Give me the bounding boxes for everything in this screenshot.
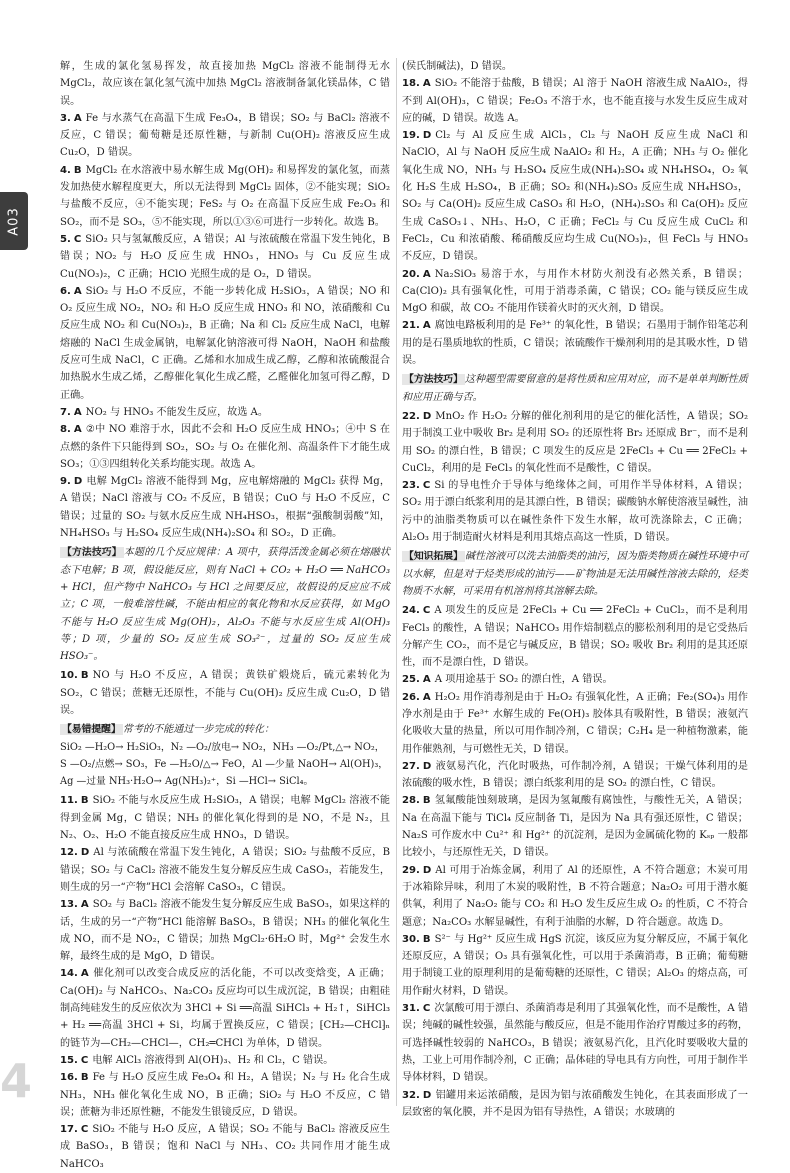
answer-entry — [402, 477, 748, 546]
explanation-text: Fe 与水蒸气在高温下生成 Fe₃O₄，B 错误；SO₂ 与 BaCl₂ 溶液不反应，C 错误；葡萄糖是还原性糖，与新制 Cu(OH)₂ 溶液反应生成 Cu₂O，D 错误。 — [60, 112, 390, 159]
answer-entry — [60, 404, 390, 421]
explanation-text: Na₂SiO₃ 易溶于水，与用作木材防火剂没有必然关系，B 错误；Ca(ClO)₂ 具有强氧化性，可用于消毒杀菌，C 错误；CO₂ 能与镁反应生成 MgO 和碳，故 CO₂ 不能用作镁着火时的灭火剂，D 错误。 — [402, 268, 748, 315]
answer-letter: A — [80, 968, 89, 980]
answer-letter: C — [80, 1054, 89, 1066]
answer-letter: D — [422, 760, 432, 772]
answer-letter: A — [422, 674, 431, 686]
answer-letter: C — [73, 233, 82, 245]
explanation-text: 催化剂可以改变合成反应的活化能，不可以改变焓变，A 正确；Ca(OH)₂ 与 NaHCO₃、Na₂CO₃ 反应均可以生成沉淀，B 错误；由粗硅制高纯硅发生的反应依次为 3HCl + Si ══高温 SiHCl₃ + H₂↑，SiHCl₃ + H₂ ══高温 3HCl + Si，均属于置换反应，C 错误；⁅CH₂—CHCl⁆ₙ 的链节为—CH₂—CHCl—，CH₂═CHCl 为单体，D 错误。 — [60, 968, 390, 1049]
explanation-text: 腐蚀电路板利用的是 Fe³⁺ 的氧化性，B 错误；石墨用于制作铅笔芯利用的是石墨质地软的性质，C 错误；浓硫酸作干燥剂利用的是其吸水性，D 错误。 — [402, 320, 748, 367]
answer-letter: D — [422, 864, 432, 876]
question-number: 17. — [60, 1124, 78, 1136]
tip-text: 碱性溶液可以洗去油脂类的油污，因为脂类物质在碱性环境中可以水解，但是对于烃类形成的油污——矿物油是无法用碱性溶液去除的，烃类物质不水解，可采用有机溶剂将其溶解去除。 — [402, 551, 748, 597]
question-number: 19. — [402, 130, 420, 142]
question-number: 6. — [60, 285, 71, 297]
question-number: 3. — [60, 112, 71, 124]
answer-letter: D — [80, 847, 90, 859]
answer-entry — [60, 110, 390, 162]
tip-text: 常考的不能通过一步完成的转化： — [122, 724, 275, 736]
answer-letter: A — [73, 424, 82, 436]
answer-entry — [60, 1052, 390, 1069]
answer-entry: 10. B NO 与 H₂O 不反应，A 错误；黄铁矿煅烧后，硫元素转化为 SO₂，C 错误；蔗糖无还原性，不能与 Cu(OH)₂ 反应生成 Cu₂O，D 错误。 — [60, 670, 390, 716]
answer-entry — [60, 231, 390, 283]
answer-letter: A — [422, 268, 431, 280]
question-number: 9. — [60, 476, 71, 488]
explanation-text: SiO₂ 不能溶于盐酸，B 错误；Al 溶于 NaOH 溶液生成 NaAlO₂，得不到 Al(OH)₃，C 错误；Fe₂O₃ 不溶于水，也不能直接与水发生反应生成对应的碱，D 错误。故选 A。 — [402, 78, 748, 124]
error-tip — [60, 721, 390, 790]
question-number: 5. — [60, 233, 71, 245]
explanation-text: 氢氟酸能蚀刻玻璃，是因为氢氟酸有腐蚀性，与酸性无关，A 错误；Na 在高温下能与 TiCl₄ 反应制备 Ti，是因为 Na 具有强还原性，C 错误；Na₂S 可作废水中 Cu²⁺ 和 Hg²⁺ 的沉淀剂，是因为金属硫化物的 Kₛₚ 一般都比较小，与还原性无关，D 错误。 — [402, 795, 748, 859]
answer-entry — [402, 931, 748, 1000]
continuation-text: (侯氏制碱法)，D 错误。 — [402, 61, 513, 72]
answer-letter: A — [422, 691, 431, 703]
answer-entry — [60, 1069, 390, 1121]
question-number: 31. — [402, 1003, 420, 1015]
question-number: 25. — [402, 674, 420, 686]
answer-letter: A — [80, 899, 89, 911]
question-number: 27. — [402, 760, 420, 772]
explanation-text: SO₂ 与 BaCl₂ 溶液不能发生复分解反应生成 BaSO₃，如果这样的话，生成的另一“产物”HCl 能溶解 BaSO₃，B 错误；NH₃ 的催化氧化生成 NO，而不是 NO₂，C 错误；加热 MgCl₂·6H₂O 时，Mg²⁺ 会发生水解，最终生成的是 MgO，D 错误。 — [60, 899, 390, 963]
explanation-text: 电解 MgCl₂ 溶液不能得到 Mg，应电解熔融的 MgCl₂ 获得 Mg，A 错误；NaCl 溶液与 CO₂ 不反应，B 错误；CuO 与 H₂O 不反应，C 错误；过量的 SO₂ 与氨水反应生成 NH₄HSO₃，根据“强酸制弱酸”知，NH₄HSO₃ 与 H₂SO₄ 反应生成(NH₄)₂SO₄ 和 SO₂，D 正确。 — [60, 476, 390, 540]
answer-entry — [402, 671, 748, 688]
answer-entry — [402, 758, 748, 793]
knowledge-tip — [402, 548, 748, 600]
answer-entry — [402, 408, 748, 477]
explanation-text: 铝罐用来运浓硝酸，是因为铝与浓硝酸发生钝化，在其表面形成了一层致密的氧化膜，并不是因为铝有导热性，A 错误；水玻璃的 — [402, 1089, 748, 1118]
equation-line: Ag —过量 NH₃·H₂O→ Ag(NH₃)₂⁺，Si —HCl→ SiCl₄。 — [60, 776, 314, 788]
answer-entry — [60, 421, 390, 473]
question-number: 30. — [402, 933, 420, 945]
explanation-text: H₂O₂ 用作消毒剂是由于 H₂O₂ 有强氧化性，A 正确；Fe₂(SO₄)₃ 用作净水剂是由于 Fe³⁺ 水解生成的 Fe(OH)₃ 胶体具有吸附性，B 错误；液氨汽化吸收大量的热量，所以可用作制冷剂，C 错误；C₂H₄ 是一种植物激素，能用作催熟剂，与可燃性无关，D 错误。 — [402, 691, 748, 755]
answer-entry — [60, 965, 390, 1051]
question-number: 4. — [60, 164, 71, 176]
question-number: 24. — [402, 605, 420, 617]
explanation-text: Al 可用于冶炼金属，利用了 Al 的还原性，A 不符合题意；木炭可用于冰箱除异味，利用了木炭的吸附性，B 不符合题意；Na₂O₂ 可用于潜水艇供氧，利用了 Na₂O₂ 能与 CO₂ 和 H₂O 发生反应生成 O₂ 的性质，C 不符合题意；Na₂CO₃ 水解显碱性，有利于油脂的水解，D 符合题意。故选 D。 — [402, 864, 748, 928]
answer-letter: B — [73, 164, 82, 176]
answer-letter: B — [80, 1072, 89, 1084]
answer-letter: A — [73, 285, 82, 297]
explanation-text: A 项发生的反应是 2FeCl₃ + Cu ══ 2FeCl₂ + CuCl₂，而不是利用 FeCl₃ 的酸性，A 错误；NaHCO₃ 用作焙制糕点的膨松剂利用的是它受热后分解产生 CO₂，而不是它与碱反应，B 错误；SO₂ 吸收 Br₂ 利用的是其还原性，而不是漂白性，D 错误。 — [402, 605, 748, 669]
question-number: 26. — [402, 691, 420, 703]
tip-label: 【方法技巧】 — [62, 547, 122, 559]
equation-line: S —O₂/点燃→ SO₃，Fe —H₂O/△→ FeO，Al —少量 NaOH→ Al(OH)₃， — [60, 758, 389, 770]
answer-entry — [402, 862, 748, 931]
tip-label: 【易错提醒】 — [62, 724, 121, 736]
explanation-text: 液氨易汽化，汽化时吸热，可作制冷剂，A 错误；干燥气体利用的是浓硫酸的吸水性，B 错误；漂白纸浆利用的是 SO₂ 的漂白性，C 错误。 — [402, 760, 748, 790]
question-number: 15. — [60, 1054, 78, 1066]
answer-letter: C — [422, 480, 431, 492]
tip-label: 【方法技巧】 — [404, 374, 463, 386]
answer-letter: A — [422, 78, 431, 90]
answer-letter: C — [422, 1003, 431, 1015]
question-number: 20. — [402, 268, 420, 280]
answer-entry — [402, 1000, 748, 1086]
explanation-text: SiO₂ 不能与水反应生成 H₂SiO₃，A 错误；电解 MgCl₂ 溶液不能得到金属 Mg，C 错误；NH₃ 的催化氧化得到的是 NO，不是 N₂，且 N₂、O₂、H₂O 不能直接反应生成 HNO₃，D 错误。 — [60, 795, 390, 842]
question-number: 32. — [402, 1089, 420, 1101]
answer-letter: B — [80, 795, 89, 807]
explanation-text: SiO₂ 不能与 H₂O 反应，A 错误；SO₂ 不能与 BaCl₂ 溶液反应生成 BaSO₃，B 错误；饱和 NaCl 与 NH₃、CO₂ 共同作用才能生成 NaHCO₃ — [60, 1124, 390, 1170]
question-number: 12. — [60, 847, 78, 859]
answer-entry — [402, 689, 748, 758]
explanation-text: MgCl₂ 在水溶液中易水解生成 Mg(OH)₂ 和易挥发的氯化氢，而蒸发加热使水解程度更大，所以无法得到 MgCl₂ 固体，②不能实现；SiO₂ 与盐酸不反应，④不能实现；FeS₂ 与 O₂ 在高温下反应生成 Fe₂O₃ 和 SO₂，而不是 SO₃，⑤不能实现，所以①③⑥可进行一步转化。故选 B。 — [60, 164, 390, 228]
explanation-text: S²⁻ 与 Hg²⁺ 反应生成 HgS 沉淀，该反应为复分解反应，不属于氧化还原反应，A 错误；O₃ 具有强氧化性，可以用于杀菌消毒，B 正确；葡萄糖用于制镜工业的原理利用的是葡萄糖的还原性，C 错误；Al₂O₃ 的熔点高，可用作耐火材料，D 错误。 — [402, 933, 748, 997]
answer-entry — [402, 1087, 748, 1122]
tip-label: 【知识拓展】 — [404, 551, 463, 563]
method-tip — [402, 371, 748, 406]
explanation-text: 电解 AlCl₃ 溶液得到 Al(OH)₃、H₂ 和 Cl₂，C 错误。 — [92, 1054, 334, 1066]
answer-entry — [60, 473, 390, 542]
answer-entry — [402, 127, 748, 265]
answer-letter: D — [73, 476, 83, 488]
explanation-text: Fe 与 H₂O 反应生成 Fe₃O₄ 和 H₂，A 错误；N₂ 与 H₂ 化合生成 NH₃，NH₃ 催化氧化生成 NO，B 正确；SiO₂ 与 H₂O 不反应，C 错误；蔗糖为非还原性糖，不能发生银镜反应，D 错误。 — [60, 1072, 390, 1118]
answer-entry — [60, 844, 390, 896]
right-column — [402, 58, 748, 1118]
explanation-text: ②中 NO 难溶于水，因此不会和 H₂O 反应生成 HNO₃；④中 S 在点燃的条件下只能得到 SO₂，SO₂ 与 O₂ 在催化剂、高温条件下才能生成 SO₃；①③四组转化关系均能实现。故选 A。 — [60, 424, 390, 470]
answer-entry — [60, 162, 390, 231]
answer-entry — [60, 896, 390, 965]
answer-letter: D — [422, 410, 432, 422]
question-number: 16. — [60, 1072, 78, 1084]
question-number: 23. — [402, 480, 420, 492]
answer-letter: C — [80, 1124, 89, 1136]
explanation-text: Al 与浓硫酸在常温下发生钝化，A 错误；SiO₂ 与盐酸不反应，B 错误；SO₂ 与 CaCl₂ 溶液不能发生复分解反应生成 CaSO₃，若能发生，则生成的另一“产物”HCl 会溶解 CaSO₃，C 错误。 — [60, 847, 390, 893]
question-number: 18. — [402, 78, 420, 90]
answer-letter: D — [422, 130, 432, 142]
explanation-text: SiO₂ 与 H₂O 不反应，不能一步转化成 H₂SiO₃，A 错误；NO 和 O₂ 反应生成 NO₂，NO₂ 和 H₂O 反应生成 HNO₃ 和 NO，浓硝酸和 Cu 反应生成 NO₂ 和 Cu(NO₃)₂，B 正确；Na 和 Cl₂ 反应生成 NaCl，电解熔融的 NaCl 生成金属钠，电解氯化钠溶液可得 NaOH，NaOH 和盐酸反应可生成 NaCl，C 正确。乙烯和水加成生成乙醇，乙醇和浓硫酸混合加热脱水生成乙烯，乙醇催化氧化生成乙醛，乙醛催化加氢可得乙醇，D 正确。 — [60, 285, 390, 401]
answer-entry — [402, 602, 748, 671]
question-number: 29. — [402, 864, 420, 876]
answer-entry — [402, 75, 748, 127]
explanation-text: A 项用途基于 SO₂ 的漂白性，A 错误。 — [434, 674, 613, 686]
question-number: 8. — [60, 424, 71, 436]
explanation-text: SiO₂ 只与氢氟酸反应，A 错误；Al 与浓硫酸在常温下发生钝化，B 错误；NO₂ 与 H₂O 反应生成 HNO₃，HNO₃ 与 Cu 反应生成 Cu(NO₃)₂，C 正确；HClO 光照生成的是 O₂，D 错误。 — [60, 233, 390, 280]
explanation-text: MnO₂ 作 H₂O₂ 分解的催化剂利用的是它的催化活性，A 错误；SO₂ 用于制溴工业中吸收 Br₂ 是利用 SO₂ 的还原性将 Br₂ 还原成 Br⁻，而不是利用 SO₂ 的漂白性，B 错误；C 项发生的反应是 2FeCl₃ + Cu ══ 2FeCl₂ + CuCl₂，利用的是 FeCl₃ 的氧化性而不是酸性，C 错误。 — [402, 410, 748, 474]
tip-text: 本题的几个反应规律：A 项中，获得活泼金属必须在熔融状态下电解；B 项，假设能反应，则有 NaCl + CO₂ + H₂O ══ NaHCO₃ + HCl，但产物中 NaHCO₃ 与 HCl 之间要反应，故假设的反应应不成立；C 项，一般难溶性碱，不能由相应的氧化物和水反应获得，如 MgO 不能与 H₂O 反应生成 Mg(OH)₂，Al₂O₃ 不能与水反应生成 Al(OH)₃ 等；D 项，少量的 SO₂ 反应生成 SO₃²⁻，过量的 SO₂ 反应生成 HSO₃⁻。 — [60, 547, 391, 663]
explanation-text: NO₂ 与 HNO₃ 不能发生反应，故选 A。 — [85, 406, 268, 418]
question-number: 11. — [60, 795, 78, 807]
answer-entry — [60, 1121, 390, 1173]
question-number: 21. — [402, 320, 420, 332]
explanation-text: 次氯酸可用于漂白、杀菌消毒是利用了其强氧化性，而不是酸性，A 错误；纯碱的碱性较强，虽然能与酸反应，但是不能用作治疗胃酸过多的药物，可选择碱性较弱的 NaHCO₃，B 错误；液氨易汽化，且汽化时要吸收大量的热，工业上可用作制冷剂，C 正确；晶体硅的导电具有方向性，可用于制作半导体材料，D 错误。 — [402, 1003, 748, 1084]
tip-text: 这种题型需要留意的是将性质和应用对应，而不是单单判断性质和应用正确与否。 — [402, 374, 748, 403]
equation-line: SiO₂ —H₂O→ H₂SiO₃，N₂ —O₂/放电→ NO₂，NH₃ —O₂/Pt,△→ NO₂， — [60, 741, 385, 753]
answer-entry — [60, 283, 390, 404]
answer-entry — [402, 317, 748, 369]
answer-letter: A — [73, 112, 82, 124]
answer-letter: B — [422, 933, 431, 945]
section-tab: A03 — [0, 192, 28, 250]
continuation-text: 解，生成的氯化氢易挥发，故直接加热 MgCl₂ 溶液不能制得无水 MgCl₂，故应该在氯化氢气流中加热 MgCl₂ 溶液制备氯化镁晶体，C 错误。 — [60, 61, 390, 107]
answer-entry — [60, 792, 390, 844]
question-number: 13. — [60, 899, 78, 911]
answer-letter: B — [422, 795, 431, 807]
question-number: 22. — [402, 410, 420, 422]
page-number: 4 — [0, 1054, 33, 1108]
answer-letter: A — [73, 406, 82, 418]
answer-entry — [402, 792, 748, 861]
explanation-text: Cl₂ 与 Al 反应生成 AlCl₃，Cl₂ 与 NaOH 反应生成 NaCl 和 NaClO，Al 与 NaOH 反应生成 NaAlO₂ 和 H₂，A 正确；NH₃ 与 O₂ 催化氧化生成 NO，NH₃ 与 H₂SO₄ 反应生成(NH₄)₂SO₄ 或 NH₄HSO₄，O₂ 氧化 H₂S 生成 H₂SO₄，B 正确；SO₂ 和(NH₄)₂SO₃ 反应生成 NH₄HSO₃，SO₂ 与 Ca(OH)₂ 反应生成 CaSO₃ 和 H₂O，(NH₄)₂SO₃ 和 Ca(OH)₂ 反应生成 CaSO₃↓、NH₃、H₂O，C 正确；FeCl₂ 与 Cu 反应生成 CuCl₂ 和 FeCl₂，Cu 和浓硝酸、稀硝酸反应均生成 Cu(NO₃)₂，但 FeCl₃ 与 HNO₃ 不反应，D 错误。 — [402, 130, 748, 263]
question-number: 14. — [60, 968, 78, 980]
answer-letter: D — [422, 1089, 432, 1101]
method-tip — [60, 544, 390, 665]
column-divider — [396, 58, 397, 1106]
question-number: 7. — [60, 406, 71, 418]
answer-entry — [402, 266, 748, 318]
answer-letter: A — [422, 320, 431, 332]
answer-letter: C — [422, 605, 431, 617]
explanation-text: Si 的导电性介于导体与绝缘体之间，可用作半导体材料，A 错误；SO₂ 用于漂白纸浆利用的是其漂白性，B 错误；碳酸钠水解使溶液呈碱性，油污中的油脂类物质可以在碱性条件下发生水解，故可洗涤除去，C 正确；Al₂O₃ 用于制造耐火材料是利用其熔点高这一性质，D 错误。 — [402, 480, 748, 544]
left-column — [60, 58, 391, 1170]
question-number: 28. — [402, 795, 420, 807]
